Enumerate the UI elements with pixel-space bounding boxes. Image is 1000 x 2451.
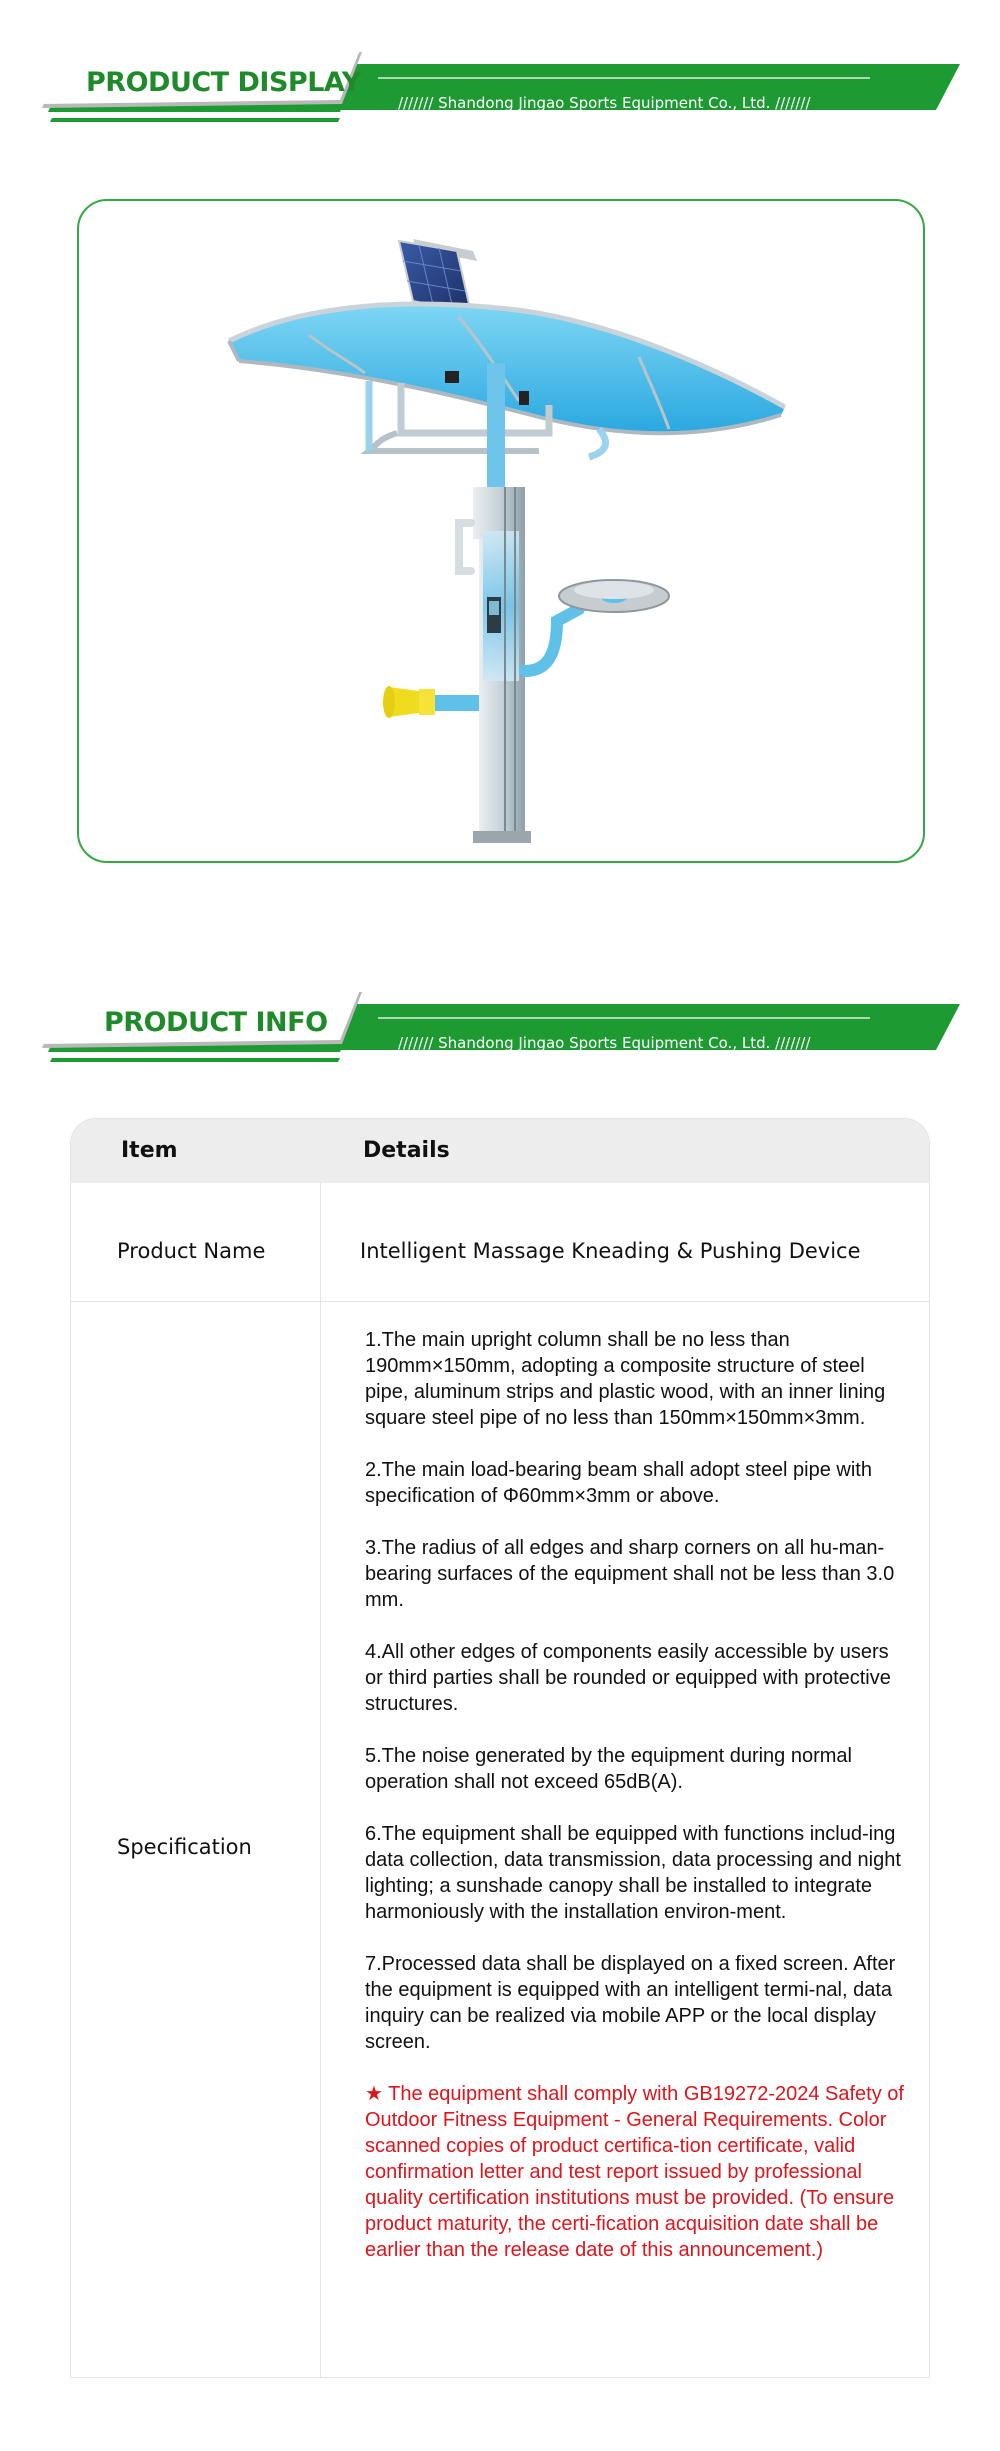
table-header	[71, 1119, 930, 1183]
product-info-table	[70, 1118, 930, 2378]
compliance-note: ★ The equipment shall comply with GB19272-2024 Safety of Outdoor Fitness Equipment - General Requirements. Color scanned copies of product certifica-tion certificate, valid confirmation letter and test report issued by professional quality certification institutions must be provided. (To ensure product maturity, the certi-fication acquisition date shall be earlier than the release date of this announcement.)	[365, 2083, 904, 2261]
spec-item-2: 2.The main load-bearing beam shall adopt steel pipe with specification of Φ60mm×3mm or above.	[365, 1459, 872, 1507]
chevron-down-icon[interactable]	[0, 988, 34, 1022]
column-header-details: Details	[363, 1138, 450, 1163]
product-info-header	[0, 988, 1000, 1078]
product-display-header	[0, 48, 1000, 138]
spec-item-4: 4.All other edges of components easily accessible by users or third parties shall be rounded or equipped with protective structures.	[365, 1641, 891, 1715]
row-divider	[71, 1301, 930, 1302]
product-image	[79, 201, 925, 863]
specification-list	[365, 1327, 905, 2289]
spec-item-3: 3.The radius of all edges and sharp corners on all hu-man-bearing surfaces of the equipment shall not be less than 3.0 mm.	[365, 1537, 895, 1611]
product-display-frame	[77, 199, 925, 863]
column-divider	[320, 1183, 321, 2378]
section-title: PRODUCT INFO	[104, 1007, 328, 1038]
section-title: PRODUCT DISPLAY	[86, 67, 361, 98]
row-label-specification: Specification	[117, 1835, 252, 1859]
spec-item-1: 1.The main upright column shall be no less than 190mm×150mm, adopting a composite structure of steel pipe, aluminum strips and plastic wood, with an inner lining square steel pipe of no less than 150mm×150mm×3mm.	[365, 1329, 886, 1429]
spec-item-5: 5.The noise generated by the equipment during normal operation shall not exceed 65dB(A).	[365, 1745, 852, 1793]
company-name: /////// Shandong Jingao Sports Equipment Co., Ltd. ///////	[398, 94, 811, 112]
chevron-down-icon[interactable]	[0, 48, 34, 82]
row-label-product-name: Product Name	[117, 1239, 266, 1263]
spec-item-7: 7.Processed data shall be displayed on a fixed screen. After the equipment is equipped with an intelligent termi-nal, data inquiry can be realized via mobile APP or the local display screen.	[365, 1953, 896, 2053]
company-name: /////// Shandong Jingao Sports Equipment Co., Ltd. ///////	[398, 1034, 811, 1052]
row-value-product-name: Intelligent Massage Kneading & Pushing Device	[360, 1239, 861, 1263]
spec-item-6: 6.The equipment shall be equipped with functions includ-ing data collection, data transmission, data processing and night lighting; a sunshade canopy shall be installed to integrate harmoniously with the installation environ-ment.	[365, 1823, 901, 1923]
column-header-item: Item	[121, 1138, 178, 1163]
